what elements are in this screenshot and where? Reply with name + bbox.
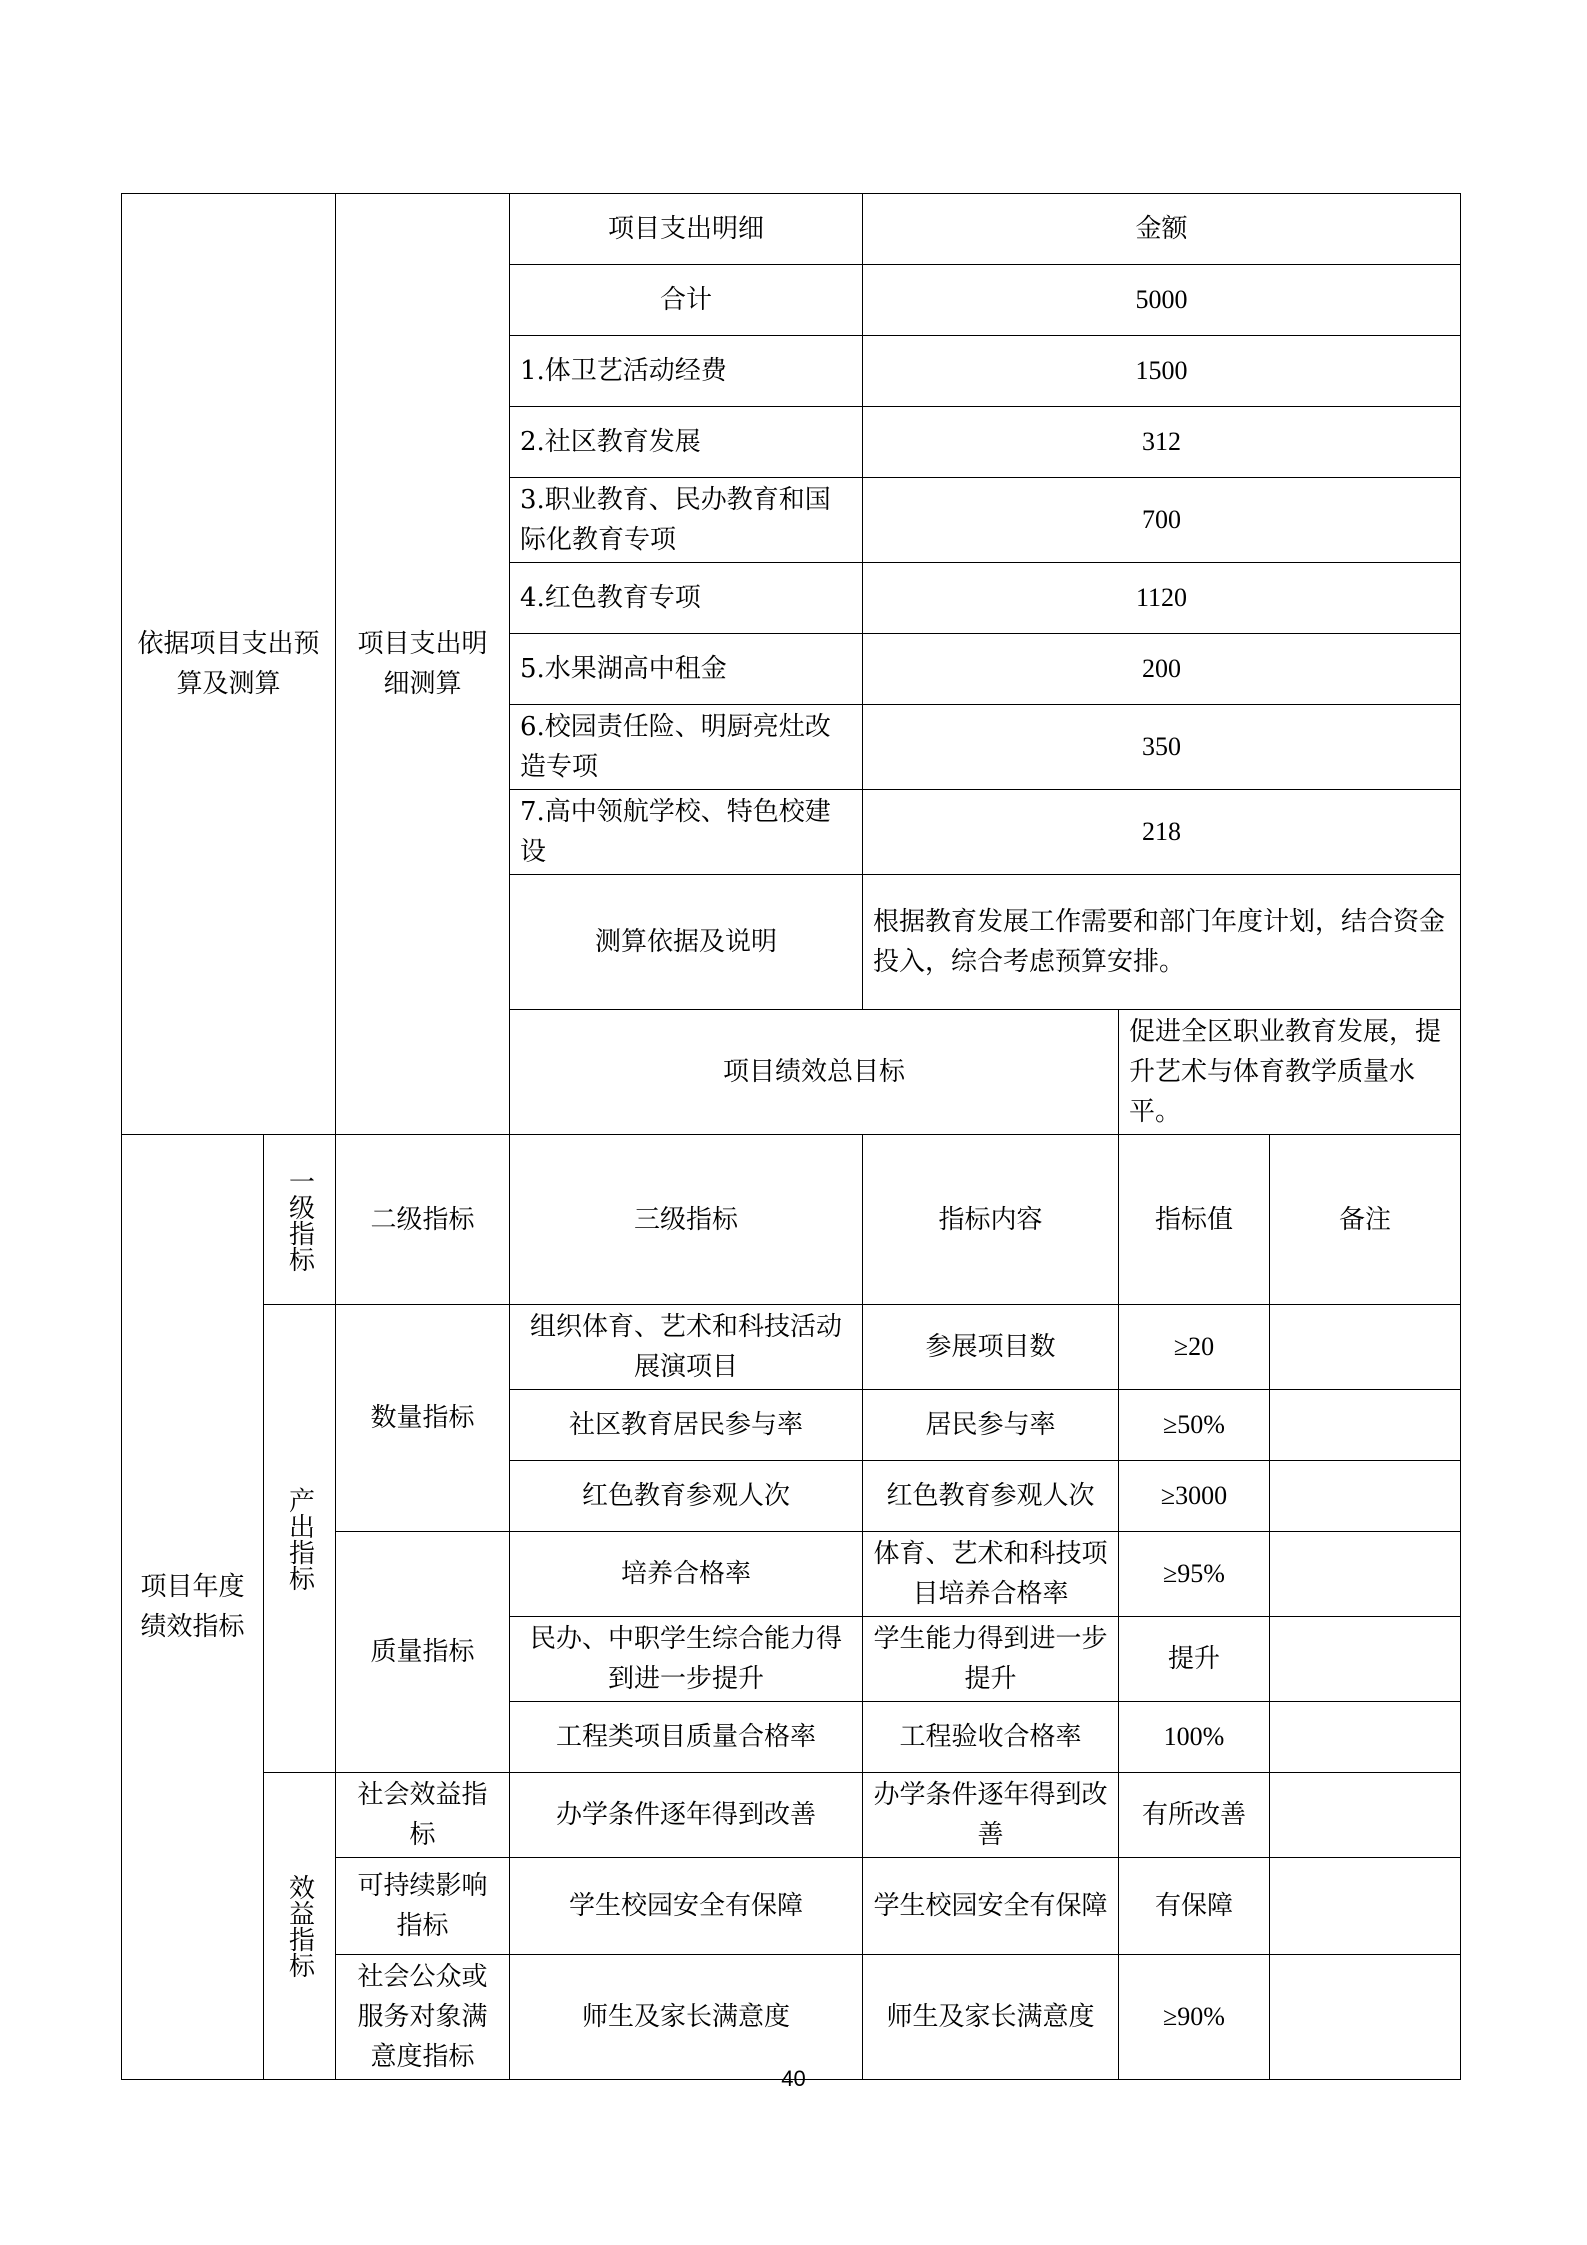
remark-cell [1270, 1955, 1461, 2080]
budget-item-name: 5.水果湖高中租金 [510, 634, 863, 705]
header-level3: 三级指标 [510, 1135, 863, 1305]
content-cell: 学生校园安全有保障 [863, 1858, 1119, 1955]
benefit-indicator-label [264, 1773, 336, 2080]
overall-goal-label: 项目绩效总目标 [510, 1010, 1119, 1135]
satisfaction-indicator-label: 社会公众或服务对象满意度指标 [336, 1955, 510, 2080]
budget-item-amount: 1500 [863, 336, 1461, 407]
remark-cell [1270, 1702, 1461, 1773]
header-level1 [264, 1135, 336, 1305]
performance-table [121, 193, 1461, 2080]
budget-detail-label: 项目支出明细测算 [336, 194, 510, 1135]
content-cell: 工程验收合格率 [863, 1702, 1119, 1773]
level3-cell: 社区教育居民参与率 [510, 1390, 863, 1461]
header-level2: 二级指标 [336, 1135, 510, 1305]
level3-cell: 工程类项目质量合格率 [510, 1702, 863, 1773]
quality-indicator-label: 质量指标 [336, 1532, 510, 1773]
total-label: 合计 [510, 265, 863, 336]
level3-cell: 办学条件逐年得到改善 [510, 1773, 863, 1858]
remark-cell [1270, 1461, 1461, 1532]
value-cell: 100% [1119, 1702, 1270, 1773]
content-cell: 办学条件逐年得到改善 [863, 1773, 1119, 1858]
remark-cell [1270, 1532, 1461, 1617]
level3-cell: 红色教育参观人次 [510, 1461, 863, 1532]
total-amount: 5000 [863, 265, 1461, 336]
content-cell: 学生能力得到进一步提升 [863, 1617, 1119, 1702]
output-indicator-text: 产出指标 [284, 1486, 315, 1591]
level3-cell: 培养合格率 [510, 1532, 863, 1617]
level3-cell: 学生校园安全有保障 [510, 1858, 863, 1955]
value-cell: ≥20 [1119, 1305, 1270, 1390]
level3-cell: 师生及家长满意度 [510, 1955, 863, 2080]
budget-item-name: 3.职业教育、民办教育和国际化教育专项 [510, 478, 863, 563]
level3-cell: 组织体育、艺术和科技活动展演项目 [510, 1305, 863, 1390]
remark-cell [1270, 1773, 1461, 1858]
budget-item-amount: 700 [863, 478, 1461, 563]
budget-item-amount: 1120 [863, 563, 1461, 634]
remark-cell [1270, 1617, 1461, 1702]
budget-item-name: 1.体卫艺活动经费 [510, 336, 863, 407]
budget-section-label: 依据项目支出预算及测算 [122, 194, 336, 1135]
budget-item-amount: 200 [863, 634, 1461, 705]
budget-item-name: 7.高中领航学校、特色校建设 [510, 790, 863, 875]
value-cell: ≥90% [1119, 1955, 1270, 2080]
overall-goal-text: 促进全区职业教育发展，提升艺术与体育教学质量水平。 [1119, 1010, 1461, 1135]
content-cell: 体育、艺术和科技项目培养合格率 [863, 1532, 1119, 1617]
benefit-indicator-text: 效益指标 [284, 1874, 315, 1978]
value-cell: 有保障 [1119, 1858, 1270, 1955]
basis-label: 测算依据及说明 [510, 875, 863, 1010]
budget-item-amount: 350 [863, 705, 1461, 790]
budget-item-amount: 218 [863, 790, 1461, 875]
quantity-indicator-label: 数量指标 [336, 1305, 510, 1532]
indicators-section-label: 项目年度绩效指标 [122, 1135, 264, 2080]
value-cell: ≥95% [1119, 1532, 1270, 1617]
sustain-indicator-label: 可持续影响指标 [336, 1858, 510, 1955]
header-content: 指标内容 [863, 1135, 1119, 1305]
remark-cell [1270, 1858, 1461, 1955]
page-number: 40 [781, 2066, 806, 2091]
level3-cell: 民办、中职学生综合能力得到进一步提升 [510, 1617, 863, 1702]
header-detail: 项目支出明细 [510, 194, 863, 265]
header-amount: 金额 [863, 194, 1461, 265]
remark-cell [1270, 1390, 1461, 1461]
content-cell: 参展项目数 [863, 1305, 1119, 1390]
value-cell: 有所改善 [1119, 1773, 1270, 1858]
budget-item-name: 2.社区教育发展 [510, 407, 863, 478]
value-cell: ≥3000 [1119, 1461, 1270, 1532]
budget-item-amount: 312 [863, 407, 1461, 478]
budget-item-name: 4.红色教育专项 [510, 563, 863, 634]
value-cell: 提升 [1119, 1617, 1270, 1702]
header-level1-text: 一级指标 [284, 1167, 315, 1272]
content-cell: 居民参与率 [863, 1390, 1119, 1461]
content-cell: 师生及家长满意度 [863, 1955, 1119, 2080]
budget-item-name: 6.校园责任险、明厨亮灶改造专项 [510, 705, 863, 790]
basis-text: 根据教育发展工作需要和部门年度计划，结合资金投入，综合考虑预算安排。 [863, 875, 1461, 1010]
social-indicator-label: 社会效益指标 [336, 1773, 510, 1858]
output-indicator-label [264, 1305, 336, 1773]
header-value: 指标值 [1119, 1135, 1270, 1305]
remark-cell [1270, 1305, 1461, 1390]
header-remark: 备注 [1270, 1135, 1461, 1305]
value-cell: ≥50% [1119, 1390, 1270, 1461]
content-cell: 红色教育参观人次 [863, 1461, 1119, 1532]
